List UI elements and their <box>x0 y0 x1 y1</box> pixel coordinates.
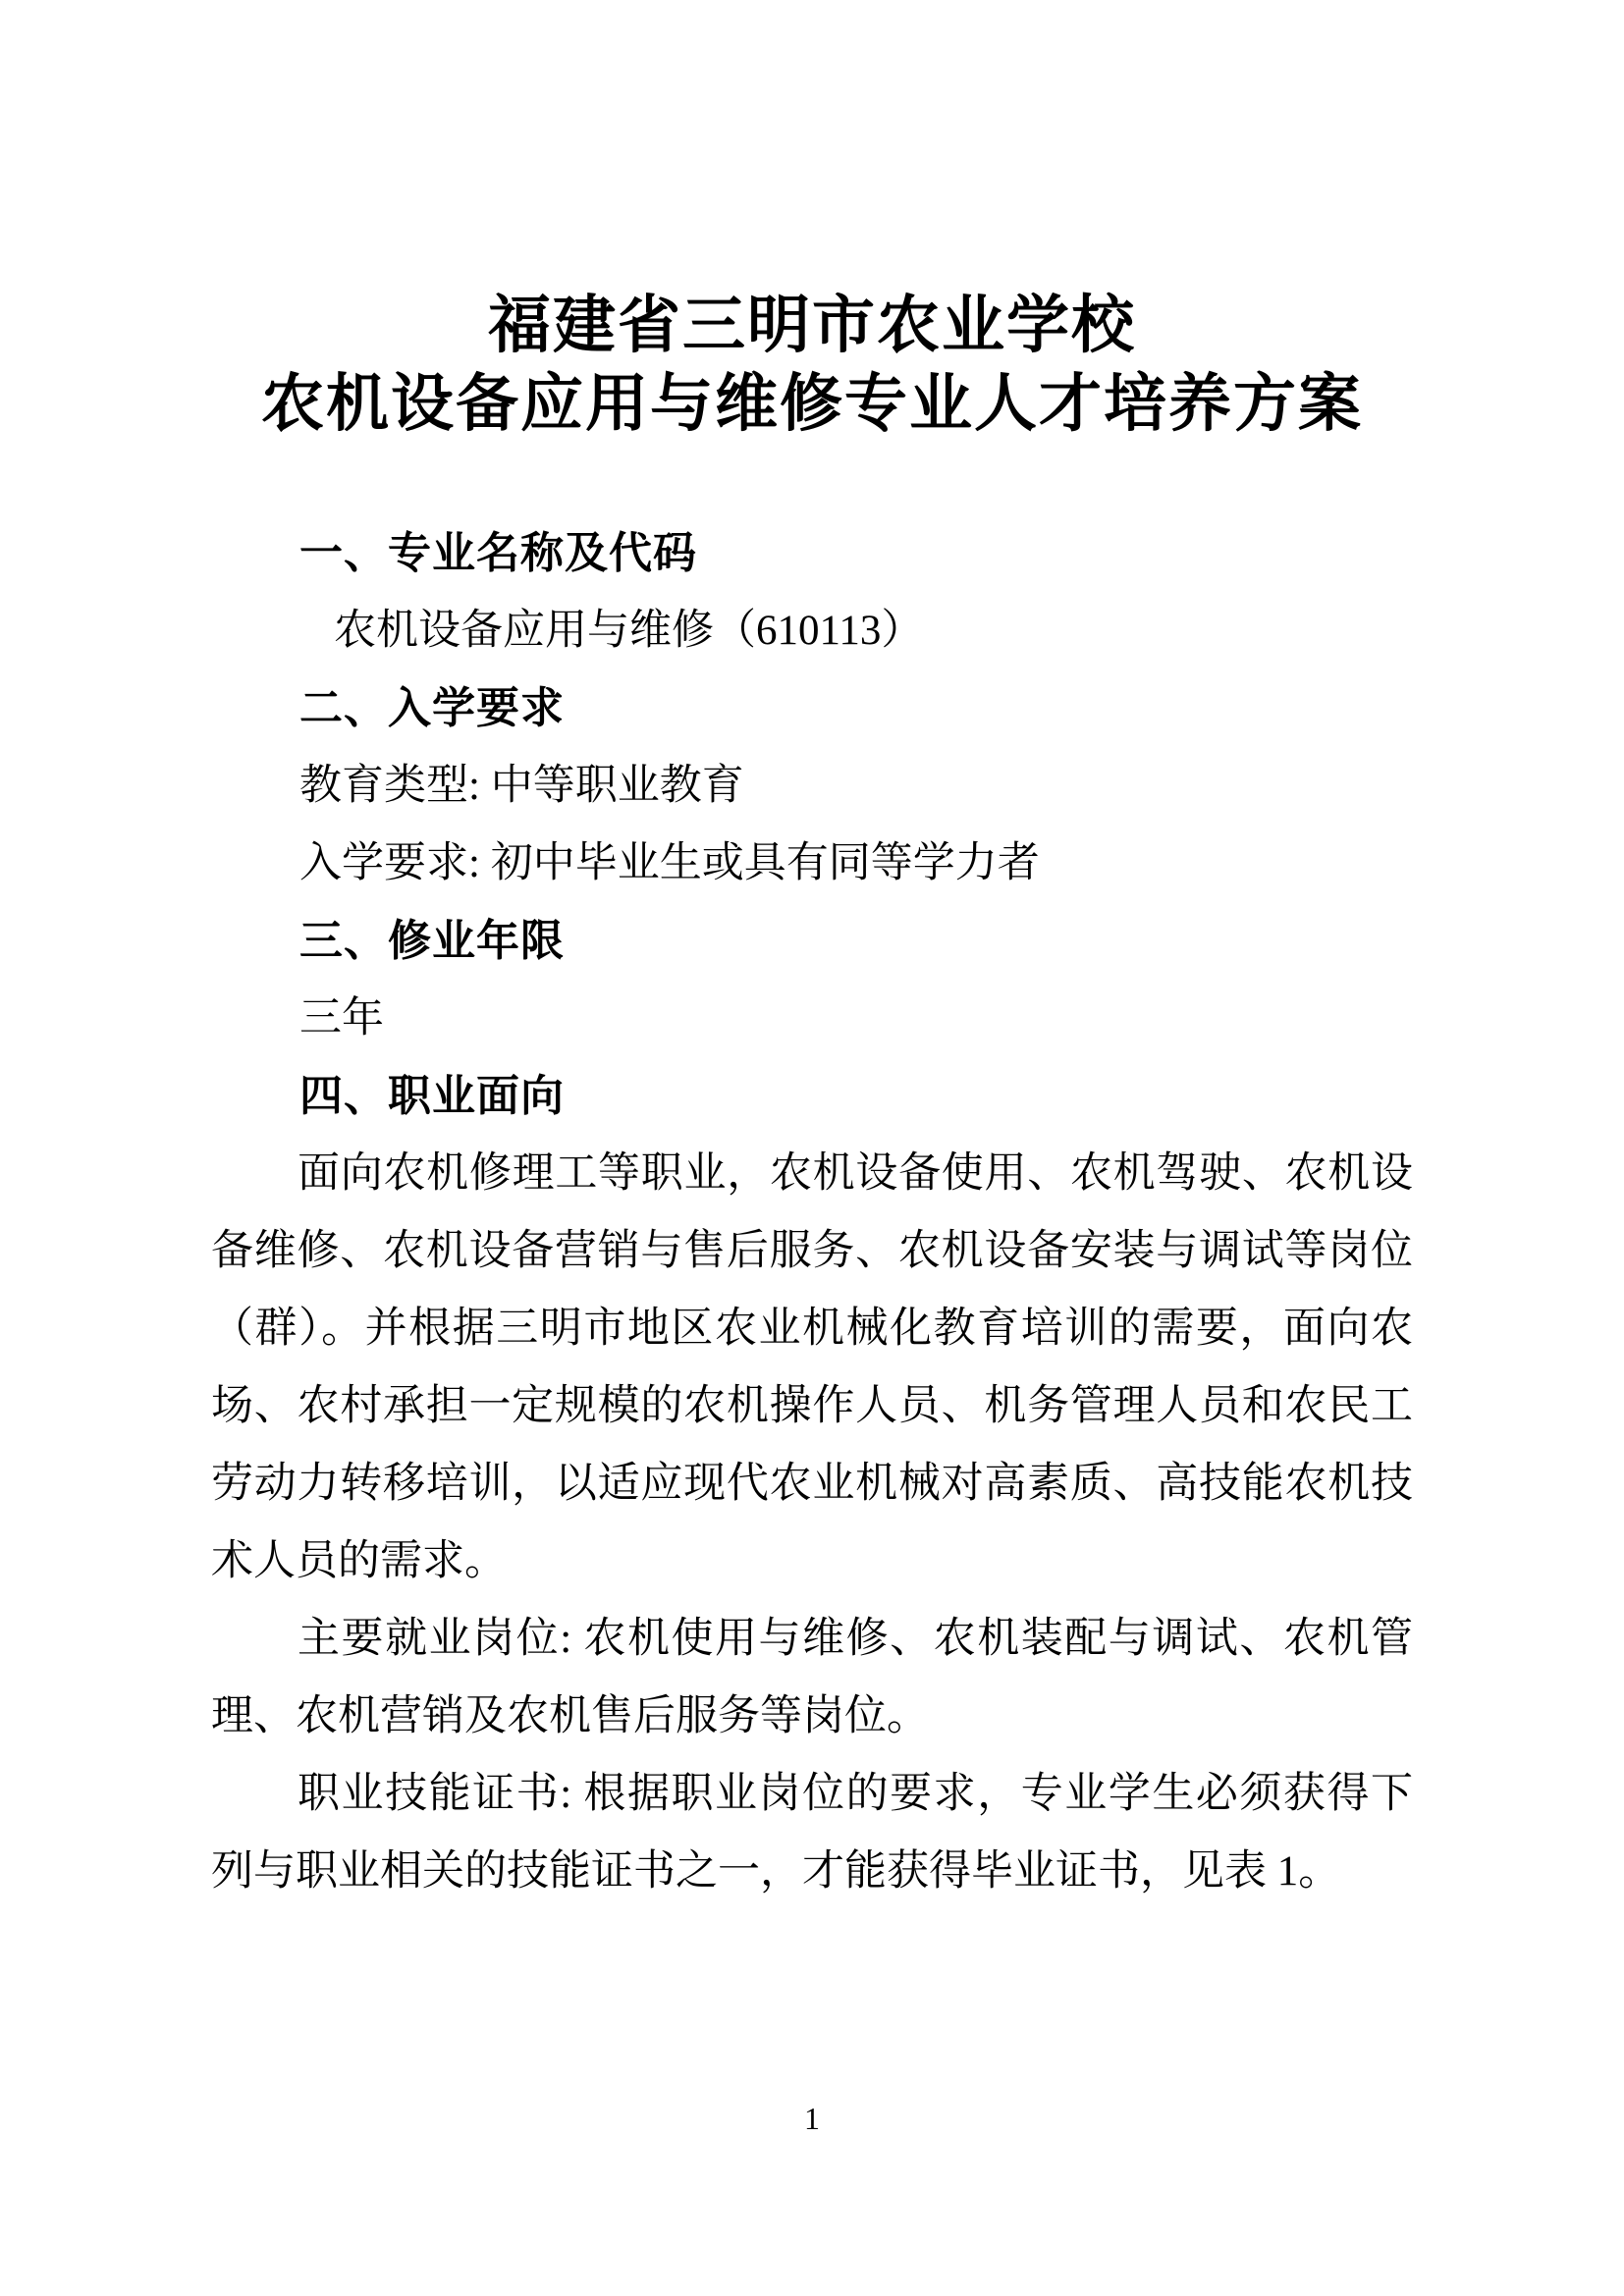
body-line: 劳动力转移培训，以适应现代农业机械对高素质、高技能农机技 <box>211 1461 1413 1507</box>
body-line: 农机设备应用与维修（610113） <box>334 608 924 654</box>
document-title-line-2: 农机设备应用与维修专业人才培养方案 <box>261 369 1363 439</box>
body-line: 三年 <box>299 995 384 1041</box>
body-line: 理、农机营销及农机售后服务等岗位。 <box>211 1693 929 1739</box>
body-line: 职业技能证书: 根据职业岗位的要求，专业学生必须获得下 <box>298 1771 1413 1817</box>
body-line: 面向农机修理工等职业，农机设备使用、农机驾驶、农机设 <box>298 1150 1413 1197</box>
body-line: 教育类型: 中等职业教育 <box>299 763 744 809</box>
page-number: 1 <box>804 2101 820 2136</box>
document-title-line-1: 福建省三明市农业学校 <box>488 291 1136 360</box>
section-heading: 三、修业年限 <box>299 917 565 965</box>
body-line: 备维修、农机设备营销与售后服务、农机设备安装与调试等岗位 <box>211 1228 1413 1274</box>
section-heading: 二、入学要求 <box>299 684 565 732</box>
body-line: 术人员的需求。 <box>211 1538 507 1584</box>
body-line: 场、农村承担一定规模的农机操作人员、机务管理人员和农民工 <box>211 1383 1413 1429</box>
body-line: 入学要求: 初中毕业生或具有同等学力者 <box>299 840 1040 886</box>
section-heading: 四、职业面向 <box>299 1072 565 1120</box>
section-heading: 一、专业名称及代码 <box>299 529 697 577</box>
body-line: 主要就业岗位: 农机使用与维修、农机装配与调试、农机管 <box>298 1616 1413 1662</box>
body-line: （群）。并根据三明市地区农业机械化教育培训的需要，面向农 <box>211 1306 1413 1352</box>
document-lines <box>211 514 1413 1910</box>
document-title <box>211 287 1413 444</box>
body-line: 列与职业相关的技能证书之一，才能获得毕业证书，见表 1。 <box>211 1848 1341 1895</box>
